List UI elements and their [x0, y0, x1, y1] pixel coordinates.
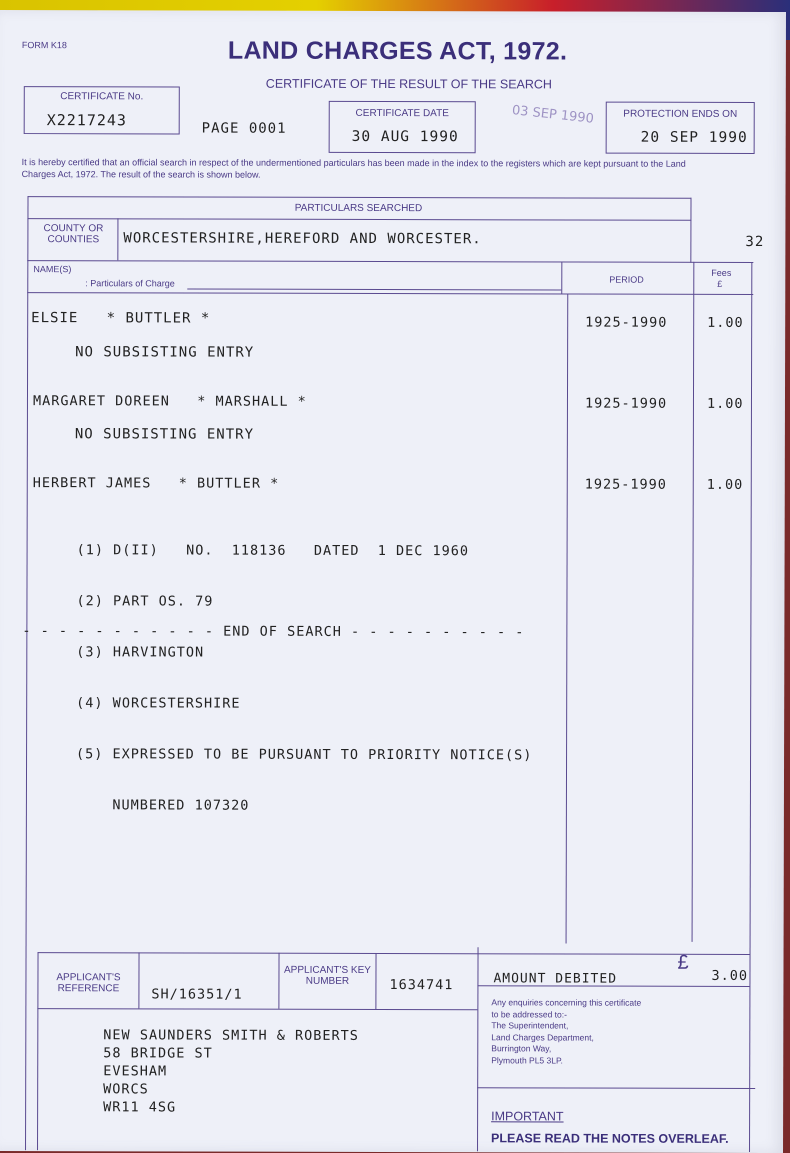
key-number-value: 1634741 [389, 977, 454, 994]
divider [278, 953, 279, 1009]
divider [187, 288, 561, 290]
entry-fee: 1.00 [706, 395, 744, 412]
charge-details [76, 508, 533, 849]
table-left-border [25, 260, 28, 1150]
detail-line: (5) EXPRESSED TO BE PURSUANT TO PRIORITY NOTICE(S) [76, 746, 533, 764]
enquiries-line: to be addressed to:- [491, 1008, 567, 1019]
divider [375, 953, 376, 1009]
applicant-address [103, 1026, 359, 1117]
page-subtitle: CERTIFICATE OF THE RESULT OF THE SEARCH [265, 76, 552, 92]
currency-symbol: £ [677, 951, 689, 974]
names-label: NAME(S) [33, 264, 72, 275]
entry-name: ELSIE * BUTTLER * [31, 310, 211, 327]
enquiries-line: Any enquiries concerning this certificate [491, 997, 642, 1008]
divider [37, 1008, 477, 1010]
entry-name: HERBERT JAMES * BUTTLER * [32, 475, 280, 492]
detail-line: (2) PART OS. 79 [76, 593, 214, 610]
amount-debited-value: 3.00 [711, 967, 749, 984]
received-stamp: 03 SEP 1990 [511, 103, 595, 127]
county-label: COUNTY OR COUNTIES [43, 223, 104, 246]
certificate-date-label: CERTIFICATE DATE [355, 107, 449, 120]
key-number-label: APPLICANT'S KEY NUMBER [283, 964, 371, 987]
fees-unit: £ [717, 278, 723, 289]
period-column-line [566, 293, 569, 943]
period-label: PERIOD [609, 274, 644, 285]
entry-result: NO SUBSISTING ENTRY [75, 344, 255, 361]
applicant-reference-label: APPLICANT'S REFERENCE [56, 972, 121, 995]
particulars-header: PARTICULARS SEARCHED [294, 202, 423, 215]
entry-fee: 1.00 [706, 476, 744, 493]
enquiries-line: Burrington Way, [491, 1043, 552, 1054]
entry-name: MARGARET DOREEN * MARSHALL * [32, 393, 307, 410]
county-value: WORCESTERSHIRE,HEREFORD AND WORCESTER. [123, 230, 482, 248]
enquiries-line: Land Charges Department, [491, 1031, 594, 1043]
detail-line: (3) HARVINGTON [76, 644, 205, 661]
protection-ends-value: 20 SEP 1990 [640, 129, 748, 146]
enquiries-line: Plymouth PL5 3LP. [491, 1054, 563, 1065]
side-number: 32 [745, 233, 765, 251]
certificate-number-box [24, 86, 180, 134]
applicant-reference-value: SH/16351/1 [151, 986, 243, 1003]
certificate-document [0, 10, 786, 1153]
entry-fee: 1.00 [707, 314, 744, 331]
page-number: PAGE 0001 [201, 120, 287, 137]
divider [27, 292, 753, 295]
intro-text: It is hereby certified that an official search in respect of the undermentioned particulars has been made in the index to the registers which are kept pursuant to the Land Charges Act, 1972. The result of the search is shown below. [21, 157, 686, 180]
entry-period: 1925-1990 [584, 395, 668, 412]
detail-line: (4) WORCESTERSHIRE [76, 695, 241, 712]
entry-period: 1925-1990 [584, 476, 667, 493]
entry-period: 1925-1990 [585, 314, 668, 331]
table-right-border [749, 262, 752, 1152]
end-of-search: - - - - - - - - - - - END OF SEARCH - - - - - - - - - - [22, 623, 525, 641]
certificate-number-label: CERTIFICATE No. [60, 91, 144, 103]
address-line: EVESHAM [103, 1063, 168, 1080]
detail-line: NUMBERED 107320 [75, 797, 250, 814]
divider [38, 952, 750, 955]
fees-label: Fees [711, 267, 732, 278]
certificate-date-value: 30 AUG 1990 [351, 128, 459, 146]
detail-line: (1) D(II) NO. 118136 DATED 1 DEC 1960 [76, 542, 470, 560]
page-title: LAND CHARGES ACT, 1972. [227, 36, 568, 66]
amount-debited-label: AMOUNT DEBITED [493, 971, 618, 987]
divider [138, 952, 139, 1008]
divider [477, 1087, 755, 1089]
address-line: WORCS [103, 1081, 149, 1098]
address-line: 58 BRIDGE ST [103, 1045, 213, 1062]
divider [477, 947, 479, 1151]
entry-result: NO SUBSISTING ENTRY [74, 426, 255, 443]
enquiries-text [491, 997, 641, 1066]
divider [37, 952, 39, 1150]
important-heading: IMPORTANT [491, 1109, 564, 1124]
enquiries-line: The Superintendent, [491, 1020, 569, 1031]
certificate-number-value: X2217243 [46, 111, 127, 130]
particulars-of-charge-label: : Particulars of Charge [85, 278, 175, 289]
form-number: FORM K18 [21, 40, 67, 51]
notes-overleaf: PLEASE READ THE NOTES OVERLEAF. [491, 1131, 729, 1146]
address-line: WR11 4SG [103, 1099, 177, 1116]
address-line: NEW SAUNDERS SMITH & ROBERTS [103, 1027, 359, 1044]
protection-ends-label: PROTECTION ENDS ON [623, 108, 738, 120]
divider [117, 218, 118, 260]
fees-column-line [692, 262, 695, 942]
protection-ends-box [606, 102, 755, 154]
divider [561, 261, 562, 293]
certificate-date-box [329, 101, 476, 153]
